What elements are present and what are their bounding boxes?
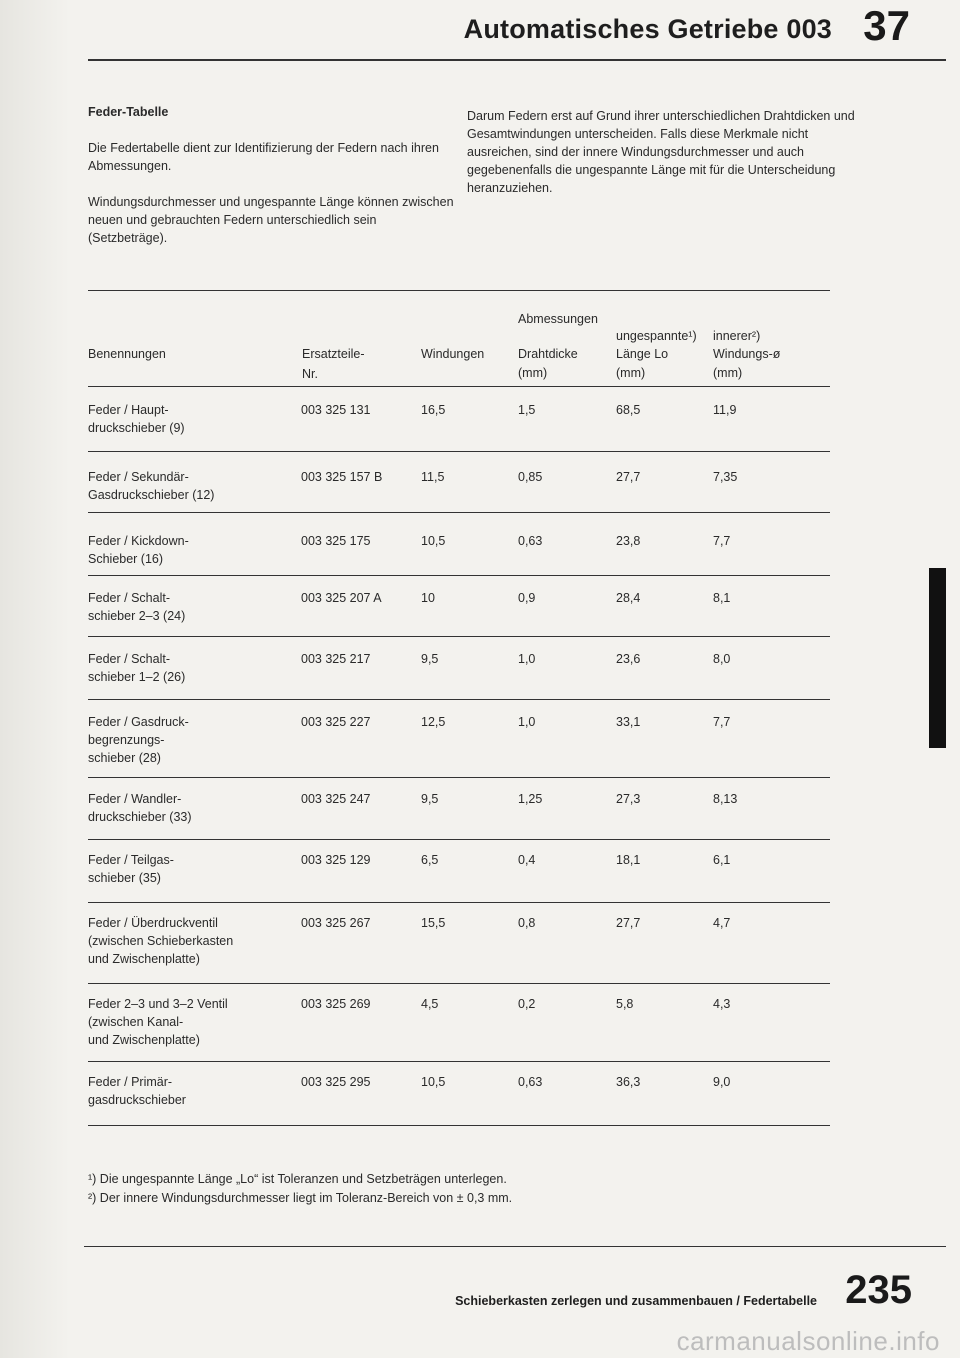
cell-windungen: 15,5 xyxy=(421,916,446,930)
cell-windungen: 9,5 xyxy=(421,792,439,806)
cell-innerer-durchmesser: 11,9 xyxy=(713,403,737,417)
cell-windungen: 16,5 xyxy=(421,403,446,417)
cell-laenge: 33,1 xyxy=(616,715,641,729)
cell-drahtdicke: 0,8 xyxy=(518,916,536,930)
cell-innerer-durchmesser: 7,7 xyxy=(713,715,731,729)
cell-benennung: Feder / Überdruckventil (zwischen Schieberkasten und Zwischenplatte) xyxy=(88,916,234,966)
row-separator xyxy=(88,1125,830,1126)
cell-drahtdicke: 1,25 xyxy=(518,792,543,806)
cell-drahtdicke: 0,2 xyxy=(518,997,536,1011)
cell-laenge: 36,3 xyxy=(616,1075,641,1089)
row-separator xyxy=(88,451,830,452)
cell-drahtdicke: 1,0 xyxy=(518,652,536,666)
page-number: 235 xyxy=(845,1268,912,1312)
cell-laenge: 18,1 xyxy=(616,853,641,867)
cell-ersatzteil-nr: 003 325 131 xyxy=(301,403,371,417)
cell-ersatzteil-nr: 003 325 267 xyxy=(301,916,371,930)
cell-ersatzteil-nr: 003 325 129 xyxy=(301,853,371,867)
cell-benennung: Feder / Teilgas- schieber (35) xyxy=(88,853,174,885)
cell-laenge: 23,8 xyxy=(616,534,641,548)
cell-innerer-durchmesser: 4,3 xyxy=(713,997,731,1011)
cell-windungen: 10,5 xyxy=(421,534,446,548)
page-header-title: Automatisches Getriebe 003 xyxy=(463,14,832,44)
cell-laenge: 27,7 xyxy=(616,470,641,484)
group-header-abmessungen: Abmessungen xyxy=(518,312,598,326)
cell-ersatzteil-nr: 003 325 157 B xyxy=(301,470,383,484)
table-header-rule xyxy=(88,386,830,387)
cell-ersatzteil-nr: 003 325 217 xyxy=(301,652,371,666)
cell-innerer-durchmesser: 7,35 xyxy=(713,470,738,484)
cell-innerer-durchmesser: 7,7 xyxy=(713,534,731,548)
header-drahtdicke-unit: (mm) xyxy=(518,366,548,380)
cell-drahtdicke: 0,63 xyxy=(518,1075,543,1089)
cell-windungen: 4,5 xyxy=(421,997,439,1011)
cell-innerer-durchmesser: 6,1 xyxy=(713,853,731,867)
header-laenge-lo: Länge Lo xyxy=(616,347,669,361)
section-number: 37 xyxy=(863,2,910,49)
cell-benennung: Feder / Schalt- schieber 1–2 (26) xyxy=(88,652,186,684)
row-separator xyxy=(88,902,830,903)
row-separator xyxy=(88,983,830,984)
cell-laenge: 5,8 xyxy=(616,997,634,1011)
cell-benennung: Feder / Wandler- druckschieber (33) xyxy=(88,792,192,824)
cell-drahtdicke: 0,85 xyxy=(518,470,543,484)
cell-laenge: 68,5 xyxy=(616,403,641,417)
header-laenge-unit: (mm) xyxy=(616,366,646,380)
row-separator xyxy=(88,1061,830,1062)
intro-paragraph-3: Darum Federn erst auf Grund ihrer unterschiedlichen Drahtdicken und Gesamtwindungen unterscheiden. Falls diese Merkmale nicht ausreichen, sind der innere Windungsdurchmesser und auch gegebenenfalls die ungespannte Länge mit für die Unterscheidung heranzuziehen. xyxy=(467,109,855,195)
cell-benennung: Feder 2–3 und 3–2 Ventil (zwischen Kanal- und Zwischenplatte) xyxy=(88,997,228,1047)
footnotes xyxy=(88,1170,512,1208)
cell-windungen: 10,5 xyxy=(421,1075,446,1089)
cell-ersatzteil-nr: 003 325 175 xyxy=(301,534,371,548)
intro-paragraph-1: Die Federtabelle dient zur Identifizierung der Federn nach ihren Abmessungen. xyxy=(88,141,439,173)
header-ersatzteile: Ersatzteile- xyxy=(302,347,365,361)
cell-ersatzteil-nr: 003 325 207 A xyxy=(301,591,382,605)
row-separator xyxy=(88,512,830,513)
header-drahtdicke: Drahtdicke xyxy=(518,347,578,361)
cell-windungen: 12,5 xyxy=(421,715,446,729)
section-heading: Feder-Tabelle xyxy=(88,105,169,119)
cell-innerer-durchmesser: 8,13 xyxy=(713,792,738,806)
cell-benennung: Feder / Schalt- schieber 2–3 (24) xyxy=(88,591,186,623)
intro-right-column xyxy=(467,107,867,197)
header-ersatzteile-nr: Nr. xyxy=(302,367,318,381)
footnote-1: ¹) Die ungespannte Länge „Lo“ ist Toleranzen und Setzbeträgen unterlegen. xyxy=(88,1172,507,1186)
cell-drahtdicke: 0,9 xyxy=(518,591,536,605)
chapter-tab-marker xyxy=(929,568,946,748)
cell-laenge: 27,7 xyxy=(616,916,641,930)
table-top-rule xyxy=(88,290,830,291)
header-ungespannte: ungespannte¹) xyxy=(616,329,697,343)
cell-drahtdicke: 0,4 xyxy=(518,853,536,867)
cell-ersatzteil-nr: 003 325 295 xyxy=(301,1075,371,1089)
footer-chapter-title: Schieberkasten zerlegen und zusammenbauen / Federtabelle xyxy=(455,1294,817,1308)
cell-benennung: Feder / Gasdruck- begrenzungs- schieber (28) xyxy=(88,715,189,765)
row-separator xyxy=(88,839,830,840)
cell-benennung: Feder / Haupt- druckschieber (9) xyxy=(88,403,185,435)
cell-windungen: 11,5 xyxy=(421,470,445,484)
page-edge-shadow xyxy=(0,0,70,1358)
cell-ersatzteil-nr: 003 325 269 xyxy=(301,997,371,1011)
header-innerer-unit: (mm) xyxy=(713,366,743,380)
intro-paragraph-2: Windungsdurchmesser und ungespannte Länge können zwischen neuen und gebrauchten Federn unterschiedlich sein (Setzbeträge). xyxy=(88,195,454,245)
cell-innerer-durchmesser: 9,0 xyxy=(713,1075,731,1089)
header-windungen: Windungen xyxy=(421,347,485,361)
header-innerer: innerer²) xyxy=(713,329,761,343)
cell-windungen: 10 xyxy=(421,591,435,605)
cell-benennung: Feder / Kickdown- Schieber (16) xyxy=(88,534,189,566)
header-windungs-durchmesser: Windungs-ø xyxy=(713,347,781,361)
row-separator xyxy=(88,777,830,778)
header-rule xyxy=(88,59,946,61)
header-benennungen: Benennungen xyxy=(88,347,166,361)
cell-ersatzteil-nr: 003 325 247 xyxy=(301,792,371,806)
footer-rule xyxy=(84,1246,946,1247)
cell-windungen: 6,5 xyxy=(421,853,439,867)
watermark: carmanualsonline.info xyxy=(676,1326,940,1356)
cell-laenge: 27,3 xyxy=(616,792,641,806)
cell-drahtdicke: 0,63 xyxy=(518,534,543,548)
intro-left-column xyxy=(88,103,458,265)
cell-windungen: 9,5 xyxy=(421,652,439,666)
cell-innerer-durchmesser: 4,7 xyxy=(713,916,731,930)
cell-drahtdicke: 1,5 xyxy=(518,403,536,417)
cell-laenge: 23,6 xyxy=(616,652,641,666)
row-separator xyxy=(88,699,830,700)
cell-drahtdicke: 1,0 xyxy=(518,715,536,729)
row-separator xyxy=(88,636,830,637)
cell-benennung: Feder / Sekundär- Gasdruckschieber (12) xyxy=(88,470,215,502)
row-separator xyxy=(88,575,830,576)
cell-innerer-durchmesser: 8,1 xyxy=(713,591,731,605)
cell-laenge: 28,4 xyxy=(616,591,641,605)
cell-ersatzteil-nr: 003 325 227 xyxy=(301,715,371,729)
cell-benennung: Feder / Primär- gasdruckschieber xyxy=(88,1075,186,1107)
footnote-2: ²) Der innere Windungsdurchmesser liegt im Toleranz-Bereich von ± 0,3 mm. xyxy=(88,1191,513,1205)
cell-innerer-durchmesser: 8,0 xyxy=(713,652,731,666)
